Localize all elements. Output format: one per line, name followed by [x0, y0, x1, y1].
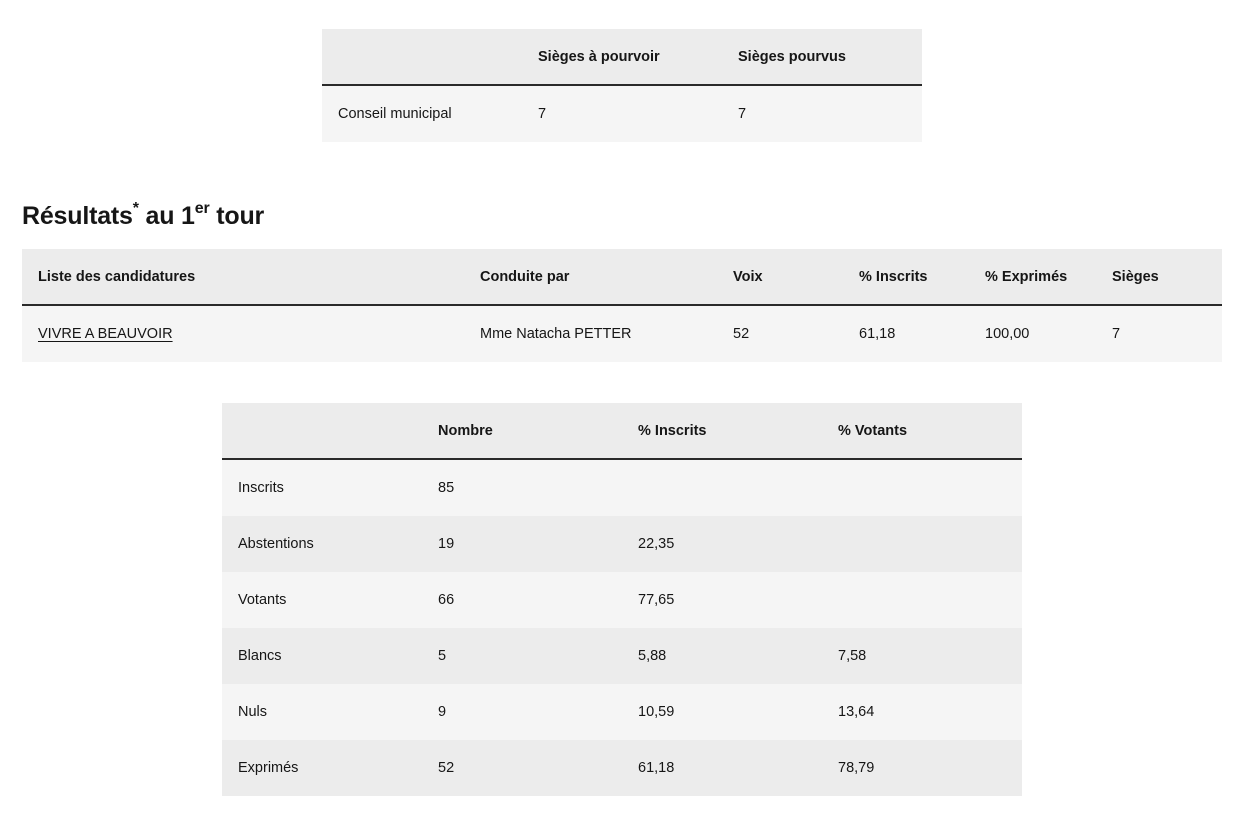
table-cell: 13,64: [838, 704, 875, 720]
column-header-sieges: Sièges: [1096, 249, 1222, 305]
table-cell: 7: [1112, 326, 1121, 342]
table-cell: 78,79: [838, 760, 875, 776]
heading-ordinal: er: [194, 200, 210, 217]
heading-text: Résultats: [22, 202, 133, 230]
table-cell: Mme Natacha PETTER: [480, 326, 632, 342]
seats-table: [322, 29, 922, 142]
table-cell: [22, 305, 464, 362]
column-header-sieges-a-pourvoir: Sièges à pourvoir: [522, 29, 722, 85]
table-row: [22, 305, 1222, 362]
column-header-voix: Voix: [717, 249, 843, 305]
table-row: [322, 85, 922, 142]
list-link[interactable]: VIVRE A BEAUVOIR: [38, 326, 173, 342]
table-cell: [822, 516, 1022, 572]
table-cell: 10,59: [638, 704, 675, 720]
table-row: [222, 628, 1022, 684]
table-row: [222, 684, 1022, 740]
results-heading: [22, 190, 264, 242]
row-label: Inscrits: [238, 480, 284, 496]
table-cell: 7: [538, 106, 547, 122]
table-cell: 77,65: [638, 592, 675, 608]
row-label: Votants: [238, 592, 287, 608]
table-cell: 61,18: [638, 760, 675, 776]
table-cell: [822, 459, 1022, 516]
heading-text: au 1: [138, 202, 195, 230]
table-cell: 7: [738, 106, 747, 122]
column-header: [222, 403, 422, 459]
column-header-conduite-par: Conduite par: [464, 249, 717, 305]
table-cell: 85: [438, 480, 455, 496]
row-label: Abstentions: [238, 536, 314, 552]
column-header-pct-exprimes: % Exprimés: [969, 249, 1096, 305]
table-cell: 22,35: [638, 536, 675, 552]
table-header-row: [322, 29, 922, 85]
column-header-pct-inscrits: % Inscrits: [843, 249, 969, 305]
heading-asterisk: *: [132, 200, 139, 217]
column-header: [322, 29, 522, 85]
table-cell: 5,88: [638, 648, 667, 664]
table-cell: 66: [438, 592, 455, 608]
table-cell: [822, 572, 1022, 628]
column-header-liste: Liste des candidatures: [22, 249, 464, 305]
column-header-pct-inscrits: % Inscrits: [622, 403, 822, 459]
column-header-pct-votants: % Votants: [822, 403, 1022, 459]
table-cell: 61,18: [859, 326, 896, 342]
table-row: [222, 740, 1022, 796]
row-label: Exprimés: [238, 760, 299, 776]
heading-text: tour: [209, 202, 265, 230]
row-label: Nuls: [238, 704, 268, 720]
table-cell: 5: [438, 648, 447, 664]
table-cell: [622, 459, 822, 516]
table-header-row: [222, 403, 1022, 459]
table-cell: 52: [733, 326, 750, 342]
table-cell: 100,00: [985, 326, 1030, 342]
table-cell: 19: [438, 536, 455, 552]
stats-table: [222, 403, 1022, 796]
table-header-row: [22, 249, 1222, 305]
column-header-nombre: Nombre: [422, 403, 622, 459]
table-row: [222, 459, 1022, 516]
column-header-sieges-pourvus: Sièges pourvus: [722, 29, 922, 85]
table-row: [222, 516, 1022, 572]
row-label: Blancs: [238, 648, 282, 664]
results-table: [22, 249, 1222, 362]
row-label: Conseil municipal: [338, 106, 452, 122]
table-cell: 7,58: [838, 648, 867, 664]
table-cell: 52: [438, 760, 455, 776]
table-row: [222, 572, 1022, 628]
table-cell: 9: [438, 704, 447, 720]
